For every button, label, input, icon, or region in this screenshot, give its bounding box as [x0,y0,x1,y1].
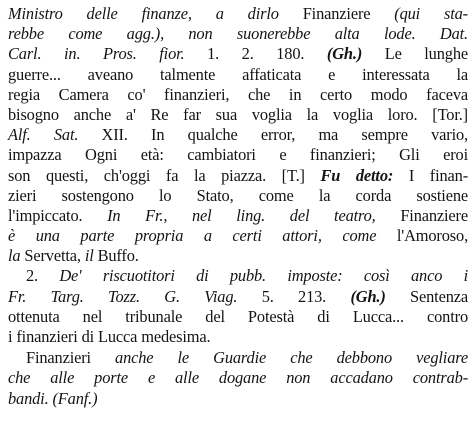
text-segment: zieri sostengono lo Stato, come la corda sostiene [8,185,468,205]
text-segment: I finan- [393,165,468,185]
text-segment: impazza Ogni età: cambiatori e finanzieri; Gli eroi [8,145,468,165]
text-segment: (Gh.) [326,44,363,64]
text-line-7 [8,125,468,145]
text-segment: che alle porte e alle dogane non accadano contrab- [8,368,468,388]
text-line-14 [8,266,468,286]
text-segment: bandi. (Fanf.) [8,388,98,408]
text-segment: rebbe come agg.), non suonerebbe alta lode. Dat. [8,24,468,44]
text-line-15 [8,287,468,307]
text-segment: 1. 2. 180. [184,44,327,64]
text-segment: (Gh.) [350,286,386,306]
text-line-9 [8,166,468,186]
dictionary-entry [8,4,468,409]
text-segment: l'Amoroso, [376,226,469,246]
text-line-16 [8,307,468,327]
text-segment: Finanziere [302,4,395,23]
text-segment: (qui sta- [394,4,468,23]
text-line-20 [8,389,468,409]
text-line-3 [8,44,468,64]
text-segment: la [8,246,21,266]
text-segment: 2. [26,266,60,286]
text-line-11 [8,206,468,226]
text-segment: Finanzieri [26,348,116,368]
text-segment: è una parte propria a certi attori, come [8,226,377,246]
text-segment: Carl. in. Pros. fior. [8,44,185,64]
text-segment: Fu detto: [320,165,394,185]
text-line-13 [8,246,468,266]
text-line-10 [8,186,468,206]
text-segment: Alf. Sat. [8,125,79,145]
text-segment: De' riscuotitori di pubb. imposte: così anco i [59,266,468,286]
text-line-19 [8,368,468,388]
text-segment: anche le Guardie che debbono vegliare [115,348,468,368]
text-segment: regia Camera co' finanzieri, che in certo modo faceva [8,84,468,104]
text-segment: ottenuta nel tribunale del Potestà di Lucca... contro [8,306,468,326]
text-segment: bisogno anche a' Re far sua voglia la voglia loro. [Tor.] [8,104,468,124]
text-line-12 [8,226,468,246]
text-line-5 [8,85,468,105]
text-segment: 5. 213. [237,286,351,306]
text-segment: Buffo. [93,246,139,266]
text-segment: In Fr., nel ling. del teatro, [107,205,376,225]
text-segment: Ministro delle finanze, a dirlo [8,4,303,23]
text-segment: Sentenza [385,286,468,306]
text-segment: i finanzieri di Lucca medesima. [8,327,211,346]
text-line-4 [8,65,468,85]
text-segment: Finanziere [375,205,468,225]
text-segment: l'impiccato. [8,205,108,225]
text-line-6 [8,105,468,125]
text-segment: XII. In qualche error, ma sempre vario, [78,125,468,145]
text-line-1 [8,4,468,24]
text-line-18 [8,348,468,368]
text-line-8 [8,145,468,165]
text-segment: il [84,246,94,266]
text-line-17 [8,327,468,347]
text-segment: son questi, ch'oggi fa la piazza. [T.] [8,165,321,185]
text-segment: Le lunghe [362,44,468,64]
text-segment: Servetta, [20,246,85,266]
text-line-2 [8,24,468,44]
text-segment: Fr. Targ. Tozz. G. Viag. [8,286,238,306]
text-segment: guerre... aveano talmente affaticata e interessata la [8,64,468,84]
